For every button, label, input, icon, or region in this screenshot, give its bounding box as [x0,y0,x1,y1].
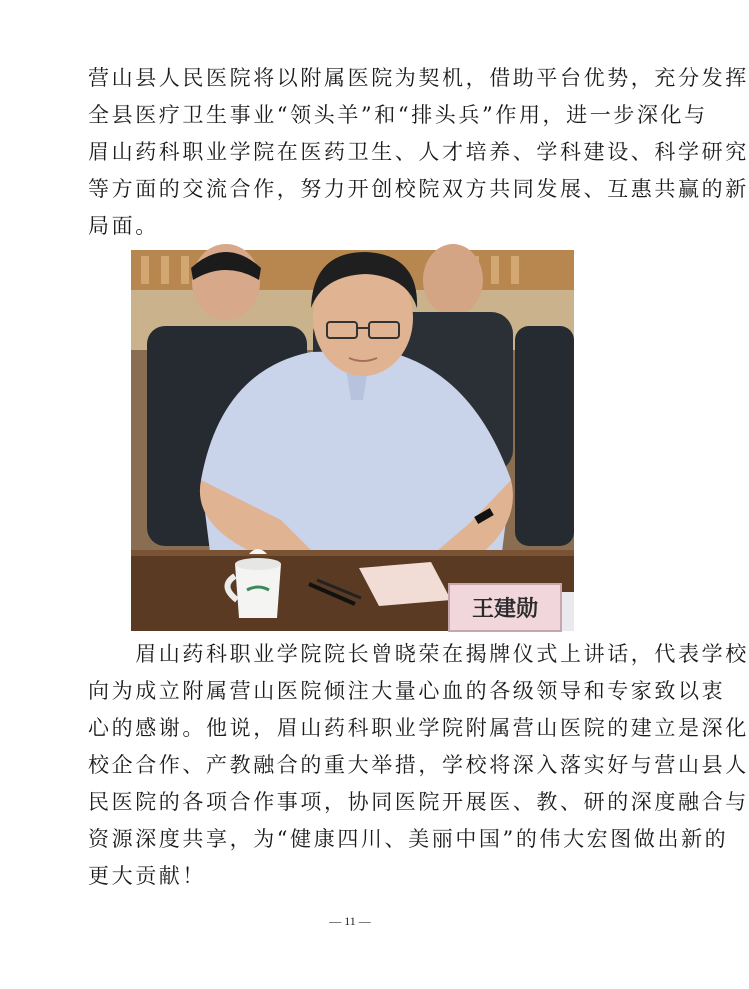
paragraph-line: 校企合作、产教融合的重大举措，学校将深入落实好与营山县人 [88,753,749,777]
paragraph-line: 营山县人民医院将以附属医院为契机，借助平台优势，充分发挥 [88,66,749,90]
paragraph-line: 向为成立附属营山医院倾注大量心血的各级领导和专家致以衷 [88,679,726,703]
paragraph-line: 等方面的交流合作，努力开创校院双方共同发展、互惠共赢的新 [88,177,749,201]
paragraph-line: 更大贡献！ [88,864,206,888]
photo-illustration [131,250,574,631]
page-number: — 11 — [329,914,371,928]
paragraph-2 [88,636,749,895]
meeting-photo [131,250,574,631]
paragraph-line: 心的感谢。他说，眉山药科职业学院附属营山医院的建立是深化 [88,716,749,740]
paragraph-1 [88,60,749,245]
paragraph-line: 局面。 [88,214,159,238]
paragraph-line: 民医院的各项合作事项，协同医院开展医、教、研的深度融合与 [88,790,749,814]
paragraph-line: 资源深度共享，为“健康四川、美丽中国”的伟大宏图做出新的 [88,827,729,851]
paragraph-line: 全县医疗卫生事业“领头羊”和“排头兵”作用，进一步深化与 [88,103,708,127]
paragraph-line: 眉山药科职业学院院长曾晓荣在揭牌仪式上讲话，代表学校 [88,642,749,666]
nameplate-text: 王建勋 [471,596,539,622]
paragraph-line: 眉山药科职业学院在医药卫生、人才培养、学科建设、科学研究 [88,140,749,164]
